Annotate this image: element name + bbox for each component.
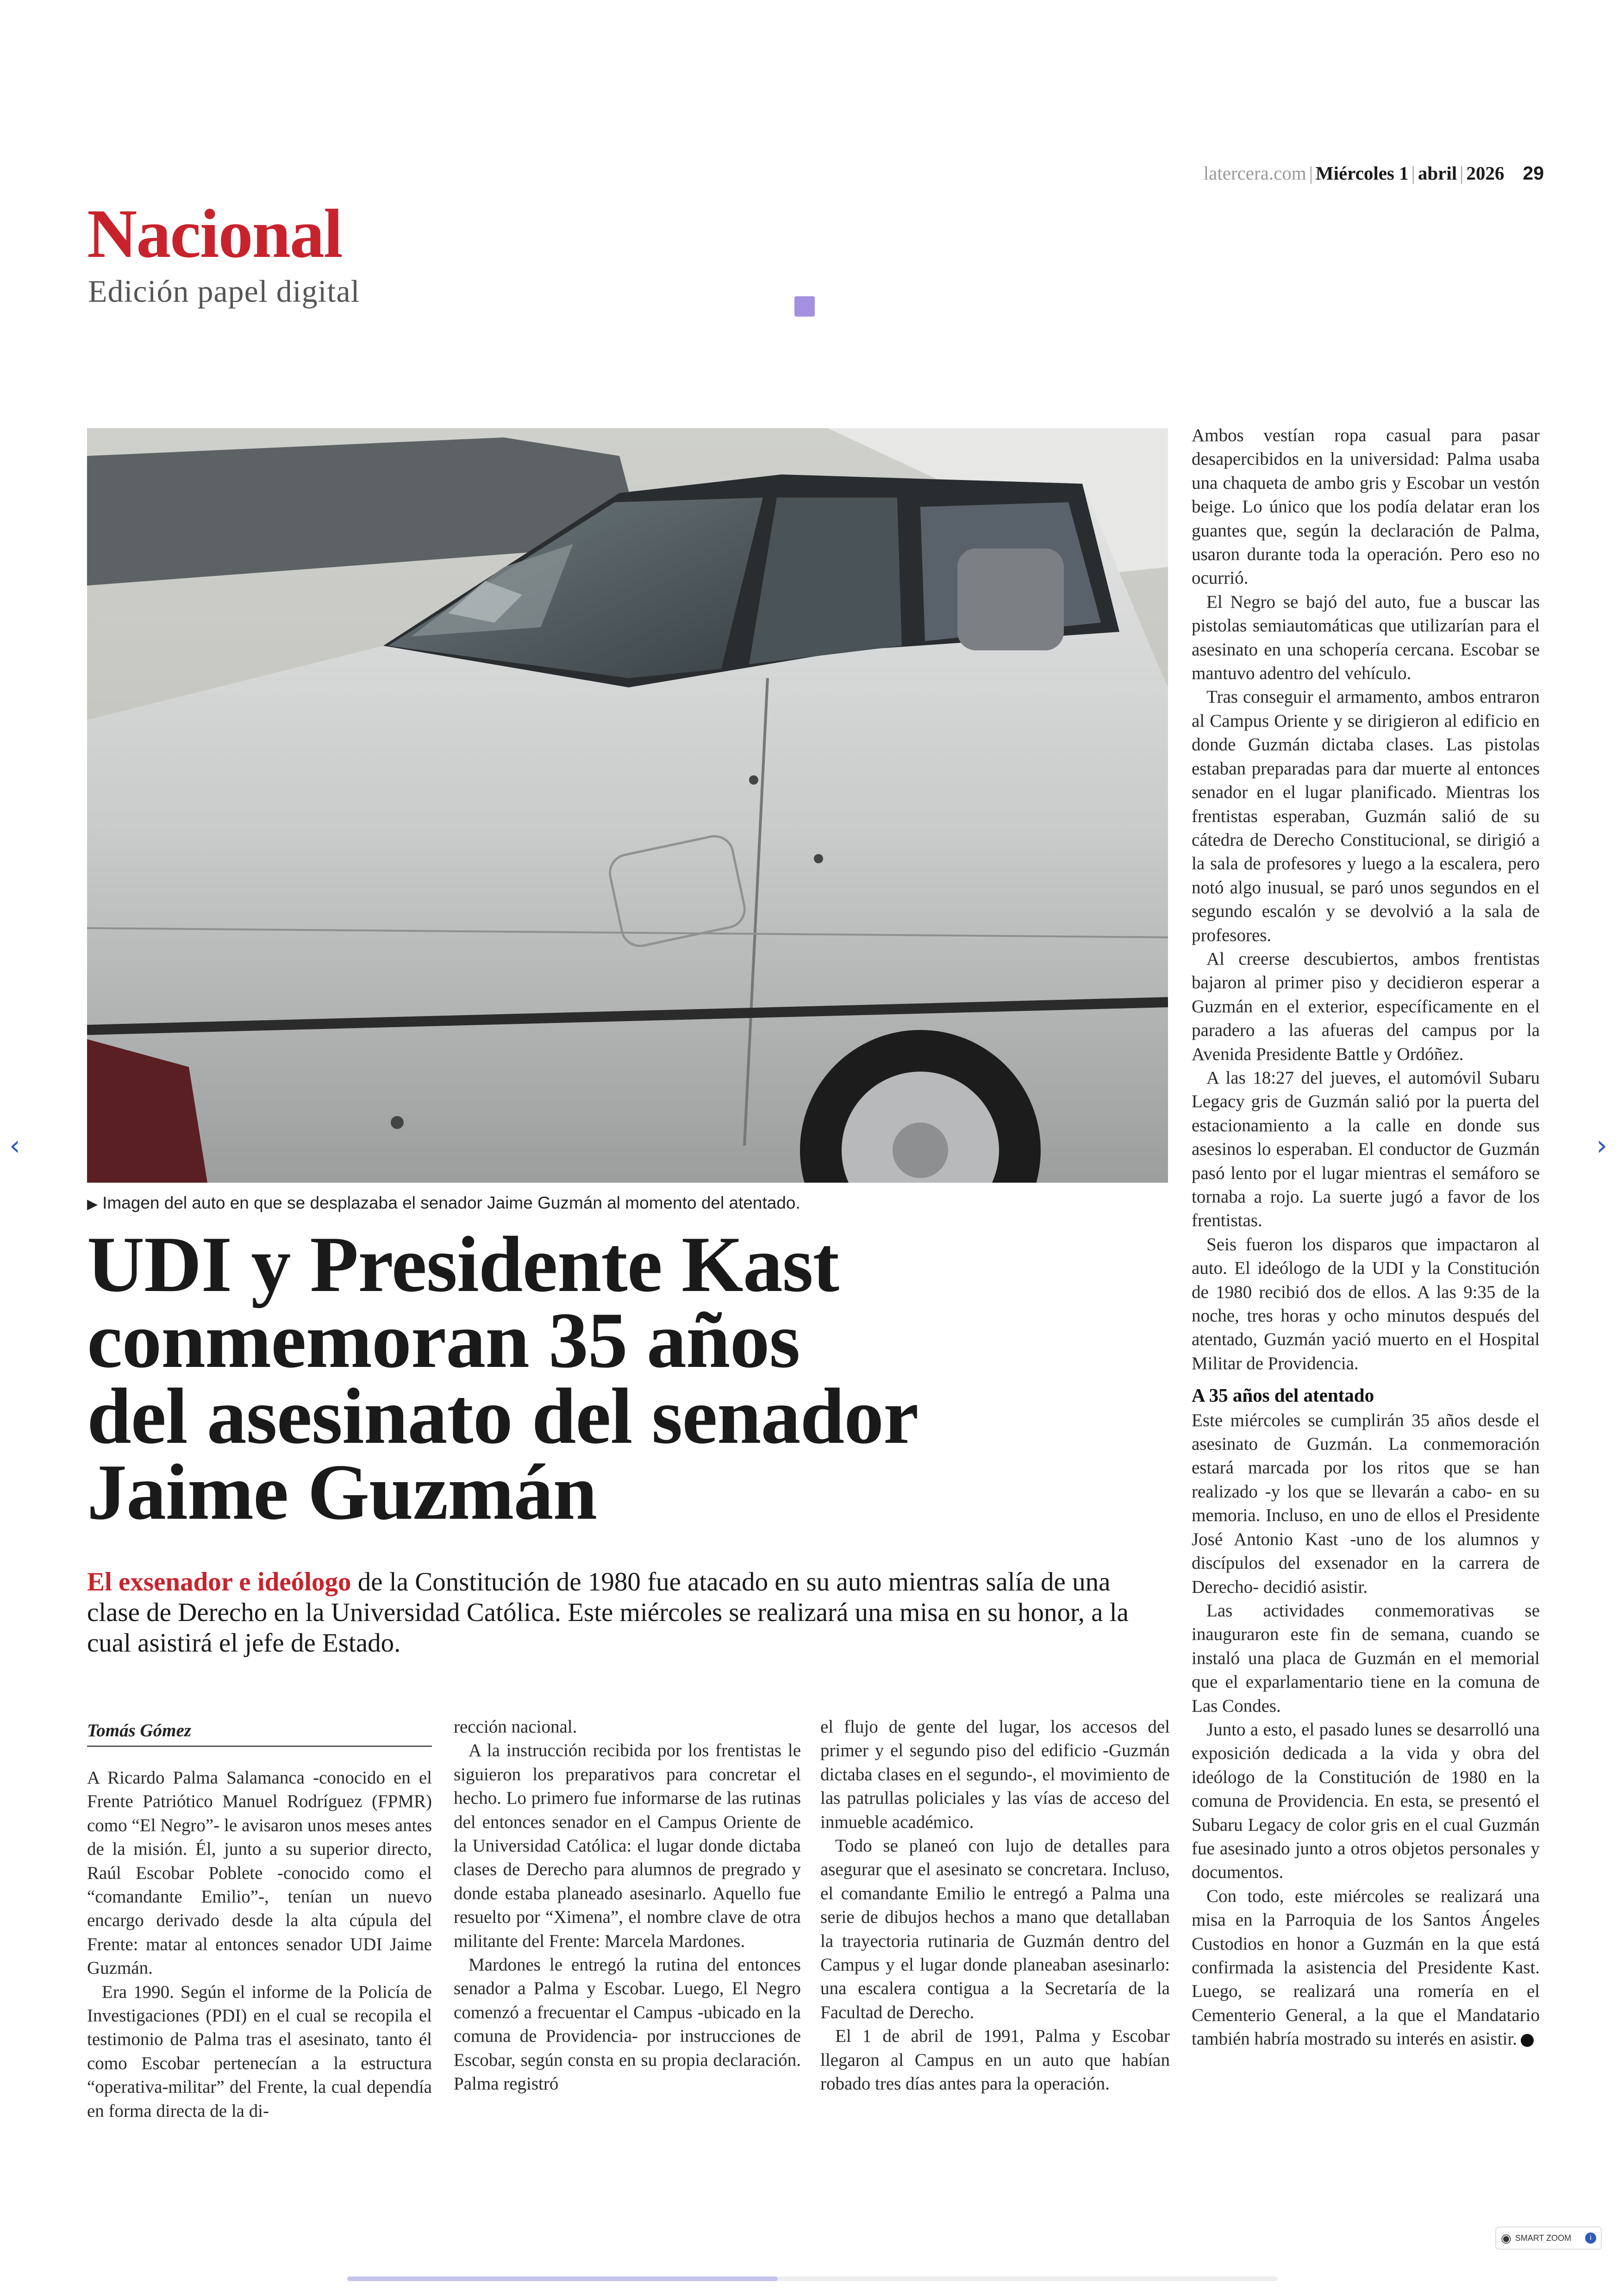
paragraph: Junto a esto, el pasado lunes se desarrolló una exposición dedicada a la vida y obra del ideólogo de la Constitución de 1980 en la comuna de Providencia. En esta, se presentó el Subaru Legacy de color gris en el cual Guzmán fue asesinado junto a otros objetos personales y documentos. (1192, 1719, 1540, 1883)
paragraph: Tras conseguir el armamento, ambos entraron al Campus Oriente y se dirigieron al edificio en donde Guzmán dictaba clases. Las pistolas estaban preparadas para dar muerte al entonces senador en el lugar planificado. Mientras los frentistas esperaban, Guzmán salió de su cátedra de Derecho Constitucional, se dirigió a la sala de profesores y luego a la escalera, pero notó algo inusual, se paró unos segundos en el segundo escalón y se devolvió a la sala de profesores. (1192, 687, 1540, 945)
paragraph (1192, 1884, 1540, 2051)
paragraph-text: Con todo, este miércoles se realizará una misa en la Parroquia de los Santos Ángeles Custodios en honor a Guzmán en la que está confirmada la asistencia del Presidente Kast. Luego, se realizará una romería en el Cementerio General, a la que el Mandatario también habría mostrado su interés en asistir. (1192, 1886, 1540, 2049)
date-day: Miércoles 1 (1315, 162, 1409, 184)
paragraph: El 1 de abril de 1991, Palma y Escobar llegaron al Campus en un auto que habían robado tres días antes para la operación. (820, 2026, 1170, 2094)
paragraph: Este miércoles se cumplirán 35 años desde el asesinato de Guzmán. La conmemoración estará marcada por los ritos que se han realizado -y los que se llevarán a cabo- en su memoria. Incluso, en uno de ellos el Presidente José Antonio Kast -uno de los alumnos y discípulos del exsenador en la carrera de Derecho- decidió asistir. (1192, 1410, 1540, 1597)
headline (87, 1221, 1152, 1536)
lede (87, 1567, 1161, 1659)
paragraph: Ambos vestían ropa casual para pasar desapercibidos en la universidad: Palma usaba una chaqueta de ambo gris y Escobar un vestón beige. Lo único que los podía delatar eran los guantes que, según la declaración de Palma, usaron durante toda la operación. Pero eso no ocurrió. (1192, 425, 1540, 588)
paragraph: A la instrucción recibida por los frentistas le siguieron los preparativos para concretar el hecho. Lo primero fue informarse de las rutinas del entonces senador en el Campus Oriente de la Universidad Católica: el lugar donde dictaba clases de Derecho para alumnos de pregrado y donde estaba planeado asesinarlo. Aquello fue resuelto por “Ximena”, el nombre clave de otra militante del Frente: Marcela Mardones. (454, 1740, 801, 1951)
eye-icon: ◉ (1501, 2231, 1512, 2245)
section-title: Nacional (87, 195, 342, 272)
paragraph: rección nacional. (454, 1717, 577, 1737)
date-month: abril (1418, 162, 1457, 184)
article-column-2 (454, 1715, 801, 2096)
paragraph: Era 1990. Según el informe de la Policía de Investigaciones (PDI) en el cual se recopila el testimonio de Palma tras el asesinato, tanto él como Escobar pertenecían a la estructura “operativa-militar” del Frente, la cual dependía en forma directa de la di- (87, 1982, 432, 2121)
paragraph: A Ricardo Palma Salamanca -conocido en el Frente Patriótico Manuel Rodríguez (FPMR) como “El Negro”- le avisaron unos meses antes de la misión. Él, junto a su superior directo, Raúl Escobar Poblete -conocido como el “comandante Emilio”-, tenían un nuevo encargo derivado desde la alta cúpula del Frente: matar al entonces senador UDI Jaime Guzmán. (87, 1768, 432, 1978)
smart-zoom-button[interactable] (1495, 2226, 1602, 2250)
headline-line: conmemoran 35 años (87, 1297, 800, 1384)
caption-text: Imagen del auto en que se desplazaba el senador Jaime Guzmán al momento del atentado. (102, 1193, 800, 1212)
date-year: 2026 (1466, 162, 1505, 184)
smart-zoom-label: SMART ZOOM (1515, 2233, 1572, 2243)
paragraph: Las actividades conmemorativas se inauguraron este fin de semana, cuando se instaló una placa de Guzmán en el memorial que el exparlamentario tiene en la comuna de Las Condes. (1192, 1600, 1540, 1716)
lede-highlight: El exsenador e ideólogo (87, 1567, 351, 1597)
headline-line: del asesinato del senador (87, 1372, 918, 1460)
photo-caption (87, 1193, 800, 1213)
paragraph: A las 18:27 del jueves, el automóvil Subaru Legacy gris de Guzmán salió por la puerta del estacionamiento a la calle en donde sus asesinos lo esperaban. El conductor de Guzmán pasó lento por el lugar mientras el semáforo se tornaba a rojo. La suerte jugó a favor de los frentistas. (1192, 1067, 1540, 1231)
paragraph: Seis fueron los disparos que impactaron al auto. El ideólogo de la UDI y la Constitución de 1980 recibió dos de ellos. A las 9:35 de la noche, tres horas y ocho minutos después del atentado, Guzmán yació muerto en el Hospital Militar de Providencia. (1192, 1234, 1540, 1373)
info-icon: i (1585, 2233, 1596, 2244)
paragraph: El Negro se bajó del auto, fue a buscar las pistolas semiautomáticas que utilizarían para el asesinato en una schopería cercana. Escobar se mantuvo adentro del vehículo. (1192, 592, 1540, 684)
article-column-1 (87, 1766, 432, 2123)
end-of-article-icon (1521, 2034, 1534, 2047)
article-column-4 (1192, 424, 1540, 2051)
headline-line: UDI y Presidente Kast (87, 1221, 839, 1309)
section-subtitle: Edición papel digital (88, 274, 360, 309)
paragraph: Todo se planeó con lujo de detalles para asegurar que el asesinato se concretara. Incluso, el comandante Emilio le entregó a Palma una serie de dibujos hechos a mano que detallaban la trayectoria rutinaria de Guzmán dentro del Campus y el lugar donde planeaban asesinarlo: una escalera contigua a la Secretaría de la Facultad de Derecho. (820, 1836, 1170, 2022)
site-name[interactable]: latercera.com (1203, 162, 1306, 184)
article-photo (87, 428, 1168, 1183)
subheading: A 35 años del atentado (1192, 1384, 1374, 1406)
page-progress-bar[interactable] (347, 2276, 778, 2281)
byline: Tomás Gómez (87, 1720, 432, 1747)
next-page-icon[interactable]: › (1596, 1129, 1607, 1162)
headline-line: Jaime Guzmán (87, 1448, 597, 1536)
paragraph: el flujo de gente del lugar, los accesos del primer y el segundo piso del edificio -Guzmán dictaba clases en el segundo-, el movimiento de las patrullas policiales y las vías de acceso del inmueble académico. (820, 1717, 1170, 1832)
masthead: latercera.com | Miércoles 1 | abril | 2026 29 (1203, 162, 1544, 184)
paragraph: Mardones le entregó la rutina del entonces senador a Palma y Escobar. Luego, El Negro comenzó a frecuentar el Campus -ubicado en la comuna de Providencia- por instrucciones de Escobar, según consta en su propia declaración. Palma registró (454, 1955, 801, 2094)
car-illustration (87, 428, 1168, 1183)
article-column-3 (820, 1715, 1170, 2096)
page-number: 29 (1523, 162, 1544, 184)
paragraph: Al creerse descubiertos, ambos frentistas bajaron al primer piso y decidieron esperar a Guzmán en el exterior, específicamente en el paradero a las afueras del campus por la Avenida Presidente Battle y Ordóñez. (1192, 948, 1540, 1064)
previous-page-icon[interactable]: ‹ (9, 1129, 20, 1162)
lede-text: de la Constitución de 1980 fue atacado en su auto mientras salía de una clase de Derecho en la Universidad Católica. Este miércoles se realizará una misa en su honor, a la cual asistirá el jefe de Estado. (87, 1567, 1129, 1658)
bookmark-marker-icon[interactable] (794, 296, 815, 317)
caption-arrow-icon: ▶ (87, 1197, 98, 1212)
